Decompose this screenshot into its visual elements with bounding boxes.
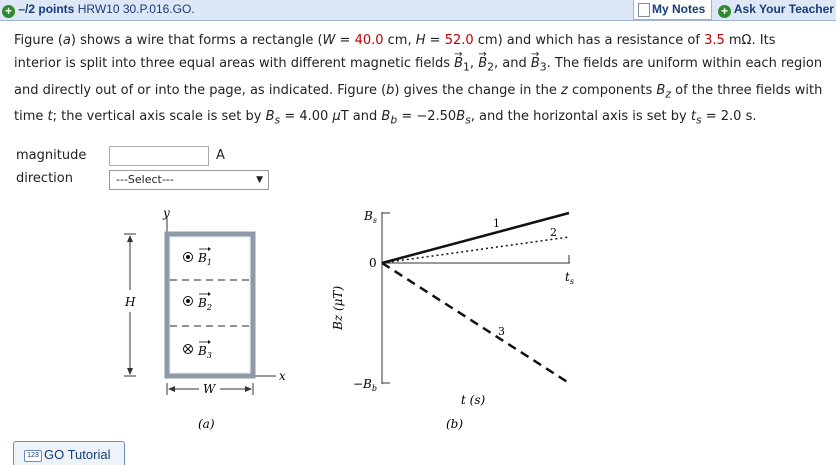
problem-id: HRW10 30.P.016.GO. [77,2,195,16]
resistance-value: 3.5 [704,33,725,48]
line-3-label: 3 [498,325,505,338]
width-value: 40.0 [354,33,384,48]
direction-selected-value: ---Select--- [116,173,174,186]
line-1-label: 1 [493,217,500,230]
fig-a-caption: (a) [198,417,215,431]
magnitude-unit: A [216,148,225,163]
fig-b-y-axis-label: Bz (μT) [331,285,345,330]
height-value: 52.0 [444,33,474,48]
b1-label: $B_1$ [198,251,212,267]
bs-tick-label: $B_s$ [364,209,377,225]
zero-tick-label: 0 [369,256,377,270]
tutorial-icon: 123 [24,450,42,462]
line-2 [382,237,569,263]
line-2-label: 2 [550,226,557,239]
direction-label: direction [16,171,73,186]
figure-a [124,206,286,431]
line-3 [382,263,569,383]
go-tutorial-label: GO Tutorial [44,447,111,462]
fig-a-x-label: x [279,369,286,383]
b2-label: $B_2$ [198,296,212,312]
problem-statement: Figure (a) shows a wire that forms a rectangle (W = 40.0 cm, H = 52.0 cm) and which has a resistance of 3.5 mΩ. Its interior is split into three equal areas with different magnetic fields → $B_1$, → $B_2$, and → $B_3$. The fields are uniform within each region and directly out of or into the page, as indicated. Figure (b) gives the change in the z components $B_z$ of the three fields with time t; the vertical axis scale is set by $B_s = 4.00$ μT and $B_b = -2.50B_s$, and the horizontal axis is set by $t_s = 2.0$ s. [14,29,826,132]
fig-a-h-label: H [125,295,136,309]
ts-tick-label: $t_s$ [565,270,574,286]
points-text: –/2 points [18,2,75,16]
magnitude-label: magnitude [16,148,87,163]
line-1 [382,213,569,263]
ask-teacher-label: Ask Your Teacher [733,2,834,16]
fig-a-w-label: W [203,382,216,396]
chevron-down-icon: ▼ [256,175,263,185]
go-tutorial-button[interactable] [13,441,125,465]
neg-bb-tick-label: $-B_b$ [353,377,377,393]
fig-b-t-axis-label: t (s) [461,393,486,407]
b3-label: $B_3$ [198,344,212,360]
my-notes-label: My Notes [652,2,706,16]
fig-a-y-label: y [163,206,170,220]
figure-b [331,209,574,431]
expand-plus-icon[interactable]: + [2,5,15,18]
fig-b-caption: (b) [446,417,464,431]
plus-icon: + [718,5,731,18]
